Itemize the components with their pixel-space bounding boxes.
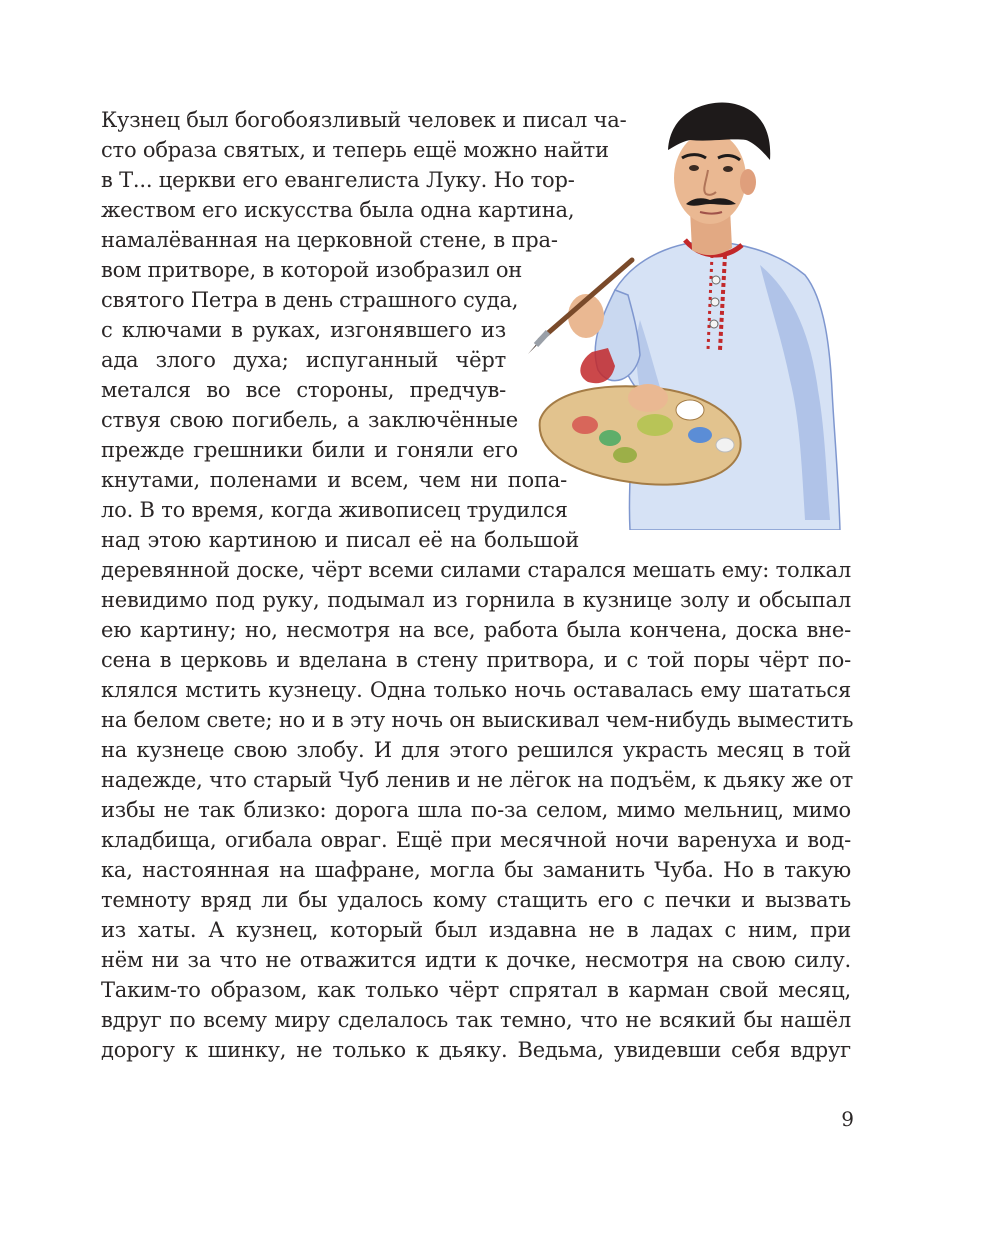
paint-yellow-green (637, 414, 673, 436)
text-line: ка, настоянная на шафране, могла бы заманить Чуба. Но в такую (101, 858, 851, 882)
text-line: вдруг по всему миру сделалось так темно, что не всякий бы нашёл (101, 1008, 851, 1032)
text-line: на белом свете; но и в эту ночь он выискивал чем-нибудь выместить (101, 708, 854, 732)
palette-hand (628, 384, 668, 412)
text-line: клялся мстить кузнецу. Одна только ночь оставалась ему шататься (101, 678, 851, 702)
text-line: избы не так близко: дорога шла по-за селом, мимо мельниц, мимо (101, 798, 851, 822)
text-line: над этою картиною и писал её на большой (101, 528, 579, 552)
page-number: 9 (841, 1107, 854, 1131)
text-line: Кузнец был богобоязливый человек и писал ча- (101, 108, 627, 132)
text-line: в Т... церкви его евангелиста Луку. Но тор- (101, 168, 575, 192)
text-line: намалёванная на церковной стене, в пра- (101, 228, 558, 252)
text-line: вом притворе, в которой изобразил он (101, 258, 523, 282)
face (674, 132, 746, 224)
paint-green (599, 430, 621, 446)
paint-red (572, 416, 598, 434)
paint-blue (688, 427, 712, 443)
text-line: на кузнеце свою злобу. И для этого решился украсть месяц в той (101, 738, 851, 762)
text-line: темноту вряд ли бы удалось кому стащить его с печки и вызвать (101, 888, 851, 912)
text-line: надежде, что старый Чуб ленив и не лёгок на подъём, к дьяку же от (101, 768, 854, 792)
paint-white (716, 438, 734, 452)
text-line: метался во все стороны, предчув- (101, 378, 506, 402)
text-line: нём ни за что не отважится идти к дочке, несмотря на свою силу. (101, 948, 851, 972)
text-line: ею картину; но, несмотря на все, работа была кончена, доска вне- (101, 618, 851, 642)
text-line: невидимо под руку, подымал из горнила в кузнице золу и обсыпал (101, 588, 851, 612)
text-line: с ключами в руках, изгонявшего из (101, 318, 506, 342)
text-line: святого Петра в день страшного суда, (101, 288, 519, 312)
text-line: сто образа святых, и теперь ещё можно найти (101, 138, 609, 162)
text-line: ада злого духа; испуганный чёрт (101, 348, 506, 372)
text-line: сена в церковь и вделана в стену притвора, и с той поры чёрт по- (101, 648, 851, 672)
text-line: кладбища, огибала овраг. Ещё при месячной ночи варенуха и вод- (101, 828, 851, 852)
text-line: ло. В то время, когда живописец трудился (101, 498, 568, 522)
text-line: деревянной доске, чёрт всеми силами старался мешать ему: толкал (101, 558, 851, 582)
text-line: дорогу к шинку, не только к дьяку. Ведьма, увидевши себя вдруг (101, 1038, 851, 1062)
text-line: прежде грешники били и гоняли его (101, 438, 518, 462)
text-line: жеством его искусства была одна картина, (101, 198, 575, 222)
text-line: из хаты. А кузнец, который был издавна не в ладах с ним, при (101, 918, 851, 942)
text-line: ствуя свою погибель, а заключённые (101, 408, 518, 432)
text-line: Таким-то образом, как только чёрт спрятал в карман свой месяц, (101, 978, 851, 1002)
text-line: кнутами, поленами и всем, чем ни попа- (101, 468, 567, 492)
paint-olive (613, 447, 637, 463)
